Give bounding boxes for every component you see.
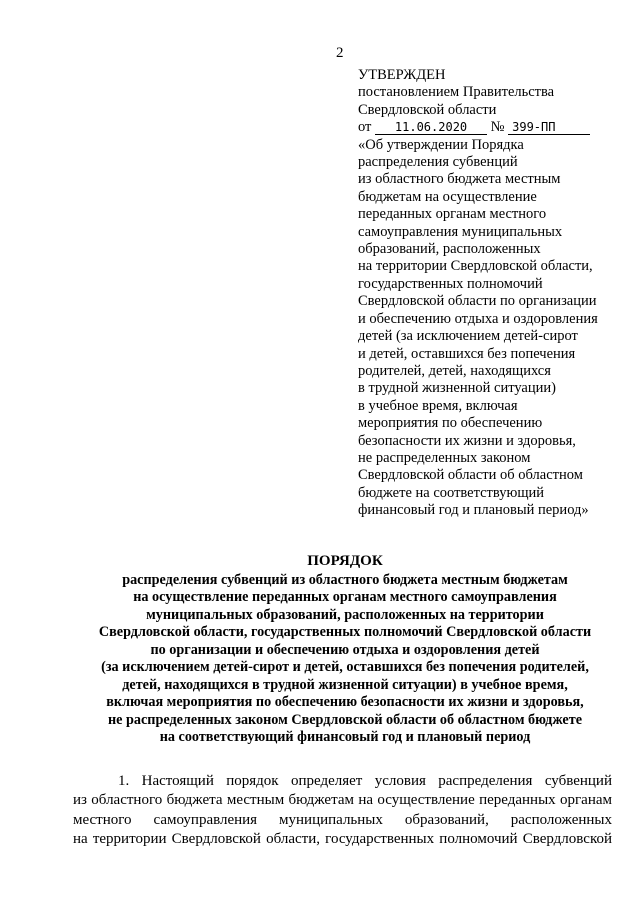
- approval-date: 11.06.2020: [375, 120, 487, 135]
- paragraph-line: из областного бюджета местным бюджетам на осуществление переданных органам: [73, 792, 612, 809]
- heading-line: на соответствующий финансовый год и плановый период: [159, 729, 531, 745]
- approval-title-line: мероприятия по обеспечению: [358, 415, 543, 432]
- approval-title-line: распределения субвенций: [358, 154, 518, 171]
- paragraph-line: местного самоуправления муниципальных образований, расположенных: [73, 811, 612, 828]
- heading-line: Свердловской области, государственных полномочий Свердловской области: [98, 624, 592, 640]
- approval-title-line: Свердловской области об областном: [358, 467, 583, 484]
- approval-title-line: и детей, оставшихся без попечения: [358, 345, 576, 362]
- approval-title-line: на территории Свердловской области,: [358, 258, 593, 275]
- approval-title-line: бюджетам на осуществление: [358, 188, 537, 205]
- approval-title-line: в учебное время, включая: [358, 397, 518, 414]
- approval-date-line: [358, 119, 630, 136]
- approval-title-line: и обеспечению отдыха и оздоровления: [358, 310, 598, 327]
- date-prefix: от: [358, 119, 372, 136]
- page-number: 2: [336, 45, 344, 61]
- approval-title-line: государственных полномочий: [358, 275, 543, 292]
- paragraph-line: на территории Свердловской области, государственных полномочий Свердловской: [73, 831, 612, 848]
- approval-title-line: бюджете на соответствующий: [358, 484, 545, 501]
- approval-number: 399-ПП: [508, 120, 590, 135]
- approval-title-line: из областного бюджета местным: [358, 171, 561, 188]
- approved-label: УТВЕРЖДЕН: [358, 67, 446, 83]
- heading-line: по организации и обеспечению отдыха и оздоровления детей: [150, 641, 540, 658]
- document-heading: [60, 553, 630, 747]
- paragraph-line: 1. Настоящий порядок определяет условия распределения субвенций: [118, 773, 612, 789]
- approval-stamp: [358, 67, 630, 520]
- body-paragraph: [73, 772, 612, 850]
- heading-line: детей, находящихся в трудной жизненной ситуации) в учебное время,: [122, 676, 568, 693]
- approval-line: Свердловской области: [358, 101, 497, 118]
- approval-title-line: самоуправления муниципальных: [358, 223, 563, 240]
- approval-title-line: родителей, детей, находящихся: [358, 362, 551, 379]
- heading-line: включая мероприятия по обеспечению безопасности их жизни и здоровья,: [106, 694, 584, 710]
- heading-line: муниципальных образований, расположенных на территории: [146, 606, 544, 623]
- approval-title-line: детей (за исключением детей-сирот: [358, 328, 578, 345]
- approval-title-line: переданных органам местного: [358, 206, 547, 223]
- heading-line: распределения субвенций из областного бюджета местным бюджетам: [122, 571, 568, 588]
- heading-title: ПОРЯДОК: [307, 553, 383, 569]
- approval-title-line: финансовый год и плановый период»: [358, 502, 589, 519]
- approval-title-line: образований, расположенных: [358, 241, 541, 258]
- approval-title-line: безопасности их жизни и здоровья,: [358, 432, 576, 449]
- approval-title-line: в трудной жизненной ситуации): [358, 380, 556, 397]
- heading-line: не распределенных законом Свердловской области об областном бюджете: [107, 711, 582, 728]
- number-prefix: №: [490, 119, 505, 136]
- heading-line: на осуществление переданных органам местного самоуправления: [133, 589, 557, 605]
- approval-title-line: не распределенных законом: [358, 449, 531, 466]
- approval-title-line: Свердловской области по организации: [358, 293, 597, 310]
- approval-line: постановлением Правительства: [358, 84, 555, 101]
- approval-title-line: «Об утверждении Порядка: [358, 136, 524, 153]
- heading-line: (за исключением детей-сирот и детей, оставшихся без попечения родителей,: [101, 659, 589, 675]
